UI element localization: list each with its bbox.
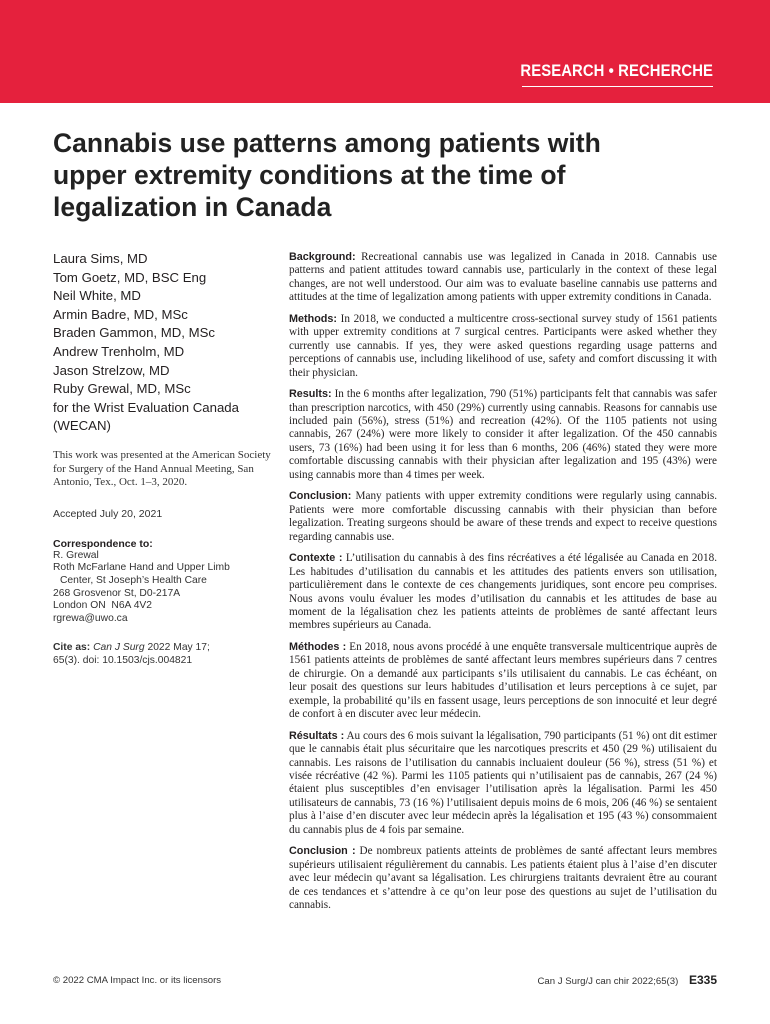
abstract-section-label: Conclusion : [289, 845, 356, 858]
citation [53, 642, 278, 667]
abstract-section-text: Recreational cannabis use was legalized in Canada in 2018. Cannabis use patterns and patient attitudes toward cannabis use, particularly in the context of these legal changes, are not well understood. Our aim was to evaluate baseline cannabis use patterns and attitudes at the time of legalization among patients with upper extremity conditions in Canada. [289, 251, 718, 304]
abstract-background [289, 251, 717, 305]
banner-underline [522, 86, 713, 87]
abstract-section-text: Au cours des 6 mois suivant la légalisation, 790 participants (51 %) ont dit estimer que le cannabis était plus sécuritaire que les narcotiques prescrits et 450 (29 %) utilisaient du cannabis. Les raisons de l’utilisation du cannabis incluaient douleur (56 %), stress (51 %) et visée récréative (42 %). Parmi les 1105 patients qui n’utilisaient pas de cannabis, 267 (24 %) étaient plus susceptibles d’en envisager l’utilisation après la légalisation. Parmi les 450 utilisateurs de cannabis, 73 (16 %) l’utilisaient depuis moins de 6 mois, 206 (46 %) se sentaient plus à l’aise d’en discuter avec leur médecin après la légalisation et 195 (43 %) consommaient du cannabis plus de 4 fois par semaine. [289, 729, 717, 836]
abstract-section-label: Résultats : [289, 729, 345, 742]
abstract-section-label: Background: [289, 251, 356, 263]
author-item: Tom Goetz, MD, BSC Eng [53, 269, 207, 285]
correspondence-heading: Correspondence to: [53, 537, 153, 550]
copyright-notice: © 2022 CMA Impact Inc. or its licensors [53, 975, 222, 986]
abstract-section-label: Méthodes : [289, 641, 347, 654]
section-label: RESEARCH • RECHERCHE [520, 62, 713, 80]
correspondence-line: London ON N6A 4V2 [53, 600, 153, 612]
citation-label: Cite as: [53, 642, 91, 654]
abstract-contexte [289, 552, 717, 632]
abstract-section-label: Methods: [289, 312, 337, 325]
abstract-section-text: In the 6 months after legalization, 790 (51%) participants felt that cannabis was safer than prescription narcotics, with 450 (29%) currently using cannabis. Reasons for cannabis use included pain (56%), stress (51%) and recreation (42%). Of the 1105 patients not using cannabis, 267 (24%) were more likely to consider it after legalization. Of the 450 cannabis users, 73 (16%) had been using it for less than 6 months, 206 (46%) stated they were more comfortable discussing cannabis with their physician after legalization and 195 (43%) were using cannabis more than 4 times per week. [289, 388, 717, 481]
citation-journal: Can J Surg [93, 642, 145, 654]
correspondence-address [53, 550, 278, 626]
abstract-results [289, 388, 717, 482]
journal-footer [538, 973, 718, 987]
abstract-methodes [289, 641, 717, 721]
author-list [53, 250, 278, 436]
abstract-section-text: In 2018, we conducted a multicentre cross-sectional survey study of 1561 patients with upper extremity conditions at 7 surgical centres. Participants were asked whether they currently use cannabis. If yes, they were asked questions regarding usage patterns and perceptions of cannabis use, including likelihood of use, safety and comfort discussing it with their physician. [289, 312, 718, 379]
correspondence-line: Center, St Joseph’s Health Care [60, 574, 207, 586]
article-sidebar [53, 250, 278, 667]
abstract [289, 251, 717, 921]
correspondence-line: Roth McFarlane Hand and Upper Limb [53, 562, 230, 574]
abstract-section-label: Contexte : [289, 552, 343, 565]
section-banner [0, 0, 770, 103]
article-title: Cannabis use patterns among patients with upper extremity conditions at the time of legalization in Canada [53, 128, 601, 222]
author-item: Ruby Grewal, MD, MSc [53, 381, 191, 397]
abstract-conclusion-fr [289, 845, 717, 912]
journal-issue: Can J Surg/J can chir 2022;65(3) [537, 976, 679, 987]
abstract-section-label: Results: [289, 388, 332, 401]
abstract-conclusion [289, 490, 717, 544]
presentation-note: This work was presented at the American Society for Surgery of the Hand Annual Meeting, San Antonio, Tex., Oct. 1–3, 2020. [53, 448, 271, 489]
citation-date: 2022 May 17; [147, 642, 210, 654]
author-item: Armin Badre, MD, MSc [53, 306, 188, 322]
abstract-section-text: Many patients with upper extremity conditions were regularly using cannabis. Patients were more comfortable discussing cannabis with their physician than before legalization. Treating surgeons should be aware of these trends and expect to receive questions regarding cannabis use. [289, 490, 717, 543]
author-item: Andrew Trenholm, MD [53, 343, 185, 359]
page-number: E335 [688, 973, 717, 987]
abstract-section-text: En 2018, nous avons procédé à une enquête transversale multicentrique auprès de 1561 patients atteints de problèmes de santé affectant leurs membres supérieurs dans 7 centres de chirurgie. On a demandé aux participants s’ils utilisaient du cannabis. Le cas échéant, on leur posait des questions sur leurs habitudes d’utilisation et leurs perceptions à ce sujet, par exemple, la probabilité qu’ils en fassent usage, leurs perceptions de son innocuité et leur degré de confort à en discuter avec leur médecin. [289, 641, 718, 721]
accepted-date: Accepted July 20, 2021 [53, 507, 163, 520]
author-item: Jason Strelzow, MD [53, 362, 170, 378]
abstract-section-text: De nombreux patients atteints de problèmes de santé affectant leurs membres supérieurs utilisaient régulièrement du cannabis. Les patients étaient plus à l’aise d’en discuter avec leur médecin qu’avant sa légalisation. Les chirurgiens traitants devraient être au courant de ces tendances et s’attendre à ce qu’on leur pose des questions au sujet de l’utilisation du cannabis. [289, 845, 717, 911]
correspondence-line: R. Grewal [53, 549, 99, 561]
citation-doi[interactable]: 65(3). doi: 10.1503/cjs.004821 [53, 654, 193, 666]
correspondence-email[interactable]: rgrewa@uwo.ca [53, 612, 128, 624]
abstract-section-label: Conclusion: [289, 490, 352, 503]
abstract-methods [289, 313, 717, 380]
author-item: for the Wrist Evaluation Canada [53, 399, 239, 415]
abstract-section-text: L’utilisation du cannabis à des fins récréatives a été légalisée au Canada en 2018. Les habitudes d’utilisation du cannabis et les attitudes des patients envers son utilisation, particulièrement dans le contexte de ces changements juridiques, sont encore peu comprises. Nous avons voulu évaluer les modes d’utilisation du cannabis et les attitudes de base au moment de la légalisation chez les patients atteints de problèmes de santé affectant leurs membres supérieurs au Canada. [289, 552, 718, 632]
correspondence-line: 268 Grosvenor St, D0-217A [53, 587, 181, 599]
author-item: (WECAN) [53, 418, 111, 434]
author-item: Braden Gammon, MD, MSc [53, 325, 215, 341]
abstract-resultats [289, 730, 717, 837]
author-item: Neil White, MD [53, 288, 141, 304]
author-item: Laura Sims, MD [53, 251, 148, 266]
